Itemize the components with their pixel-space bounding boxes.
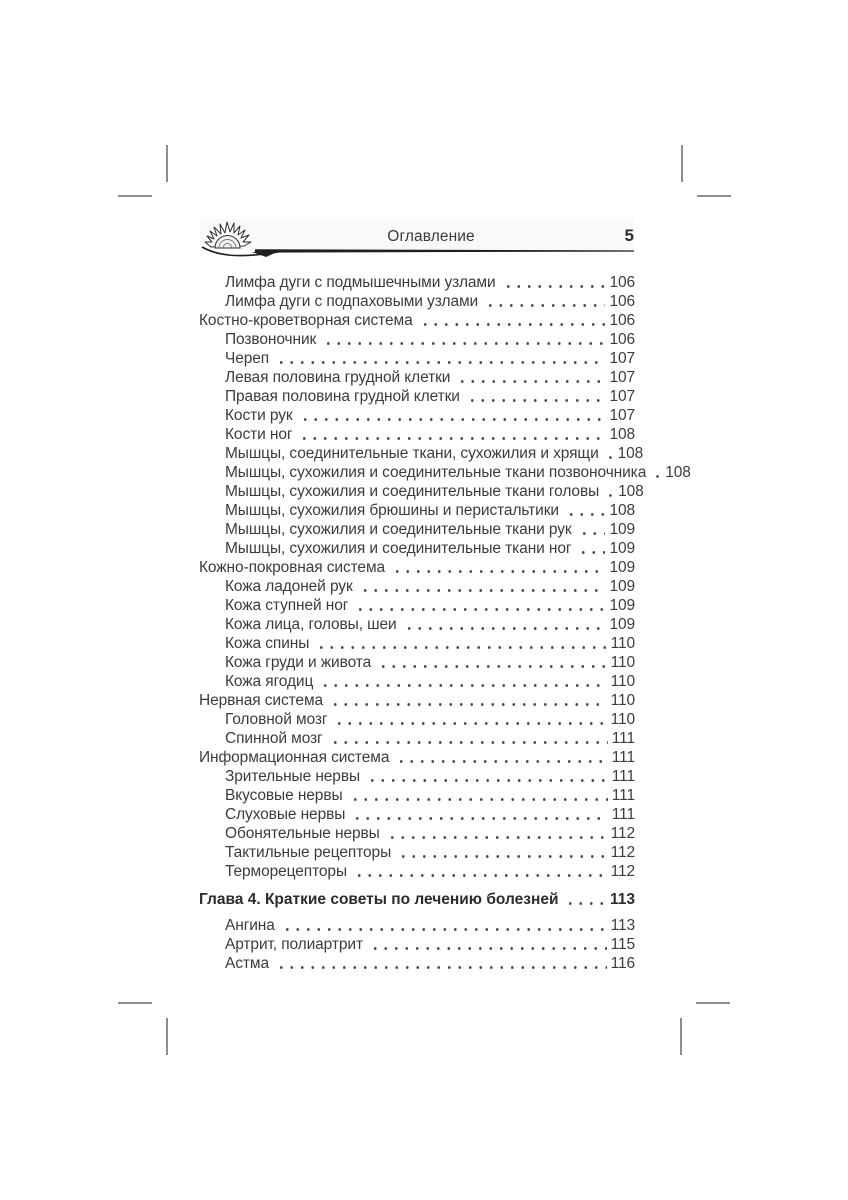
toc-entry-label: Кости рук <box>225 407 293 424</box>
toc-entry-page: 107 <box>609 407 635 424</box>
dot-leader <box>604 482 614 501</box>
crop-mark-top-right-horizontal <box>697 195 731 197</box>
toc-entry-page: 107 <box>609 388 635 405</box>
toc-entry <box>199 558 635 577</box>
toc-entry-label: Череп <box>225 350 270 367</box>
toc-entry-page: 111 <box>611 768 635 785</box>
dot-leader <box>352 862 607 881</box>
dot-leader <box>501 273 606 292</box>
toc-entry <box>199 425 635 444</box>
dot-leader <box>483 292 605 311</box>
toc-entry-label: Кости ног <box>225 426 293 443</box>
toc-entry <box>199 520 635 539</box>
toc-entry-label: Лимфа дуги с подпаховыми узлами <box>225 293 479 310</box>
crop-mark-top-right-vertical <box>681 145 683 182</box>
dot-leader <box>418 311 606 330</box>
toc-entry <box>199 634 635 653</box>
toc-entry-label: Информационная система <box>199 749 390 766</box>
toc-entry-page: 108 <box>609 426 635 443</box>
toc-entry <box>199 786 635 805</box>
toc-entry-label: Артрит, полиартрит <box>225 936 363 953</box>
toc-entry-page: 111 <box>611 749 635 766</box>
toc-entry <box>199 710 635 729</box>
dot-leader <box>297 425 605 444</box>
crop-mark-bottom-right-vertical <box>680 1018 682 1055</box>
dot-leader <box>376 653 606 672</box>
dot-leader <box>365 767 608 786</box>
toc-list <box>199 273 691 973</box>
crop-mark-top-left-vertical <box>166 145 168 182</box>
toc-entry <box>199 767 635 786</box>
toc-entry-page: 110 <box>610 635 635 652</box>
toc-entry-label: Кожа груди и живота <box>225 654 372 671</box>
toc-entry <box>199 862 635 881</box>
toc-entry-label: Головной мозг <box>225 711 328 728</box>
toc-entry-label: Астма <box>225 955 269 972</box>
dot-leader <box>348 786 608 805</box>
toc-entry-page: 108 <box>617 445 644 462</box>
toc-entry-page: 106 <box>609 312 635 329</box>
toc-entry <box>199 368 635 387</box>
dot-leader <box>563 890 606 909</box>
dot-leader <box>564 501 605 520</box>
crop-mark-bottom-left-horizontal <box>118 1002 152 1004</box>
toc-entry <box>199 672 635 691</box>
toc-entry-label: Кожа спины <box>225 635 310 652</box>
toc-entry-label: Лимфа дуги с подмышечными узлами <box>225 274 496 291</box>
toc-entry-label: Кожа ладоней рук <box>225 578 353 595</box>
toc-entry-page: 116 <box>610 955 635 972</box>
dot-leader <box>402 615 606 634</box>
toc-entry-label: Ангина <box>225 917 275 934</box>
toc-entry-page: 115 <box>610 936 635 953</box>
folio-page-number: 5 <box>624 226 634 245</box>
toc-entry <box>199 824 635 843</box>
dot-leader <box>576 539 605 558</box>
toc-entry-label: Мышцы, сухожилия и соединительные ткани позвоночника <box>225 464 647 481</box>
toc-entry-label: Терморецепторы <box>225 863 347 880</box>
running-head-title: Оглавление <box>387 228 475 245</box>
toc-entry <box>199 539 635 558</box>
toc-entry-label: Мышцы, сухожилия и соединительные ткани ног <box>225 540 572 557</box>
toc-entry <box>199 615 635 634</box>
toc-entry <box>199 596 635 615</box>
toc-entry-page: 110 <box>610 711 635 728</box>
toc-entry-page: 108 <box>665 464 691 481</box>
toc-entry-page: 112 <box>610 844 635 861</box>
toc-chapter-entry <box>199 890 635 909</box>
toc-entry-label: Мышцы, сухожилия и соединительные ткани головы <box>225 483 600 500</box>
toc-entry <box>199 935 635 954</box>
toc-entry-page: 107 <box>609 369 635 386</box>
toc-entry-page: 109 <box>609 616 635 633</box>
toc-entry-page: 113 <box>609 891 635 908</box>
toc-entry-page: 111 <box>611 730 635 747</box>
toc-entry-label: Позвоночник <box>225 331 317 348</box>
toc-entry <box>199 349 635 368</box>
toc-entry-label: Кожа ступней ног <box>225 597 349 614</box>
toc-entry-label: Слуховые нервы <box>225 806 346 823</box>
toc-entry-page: 109 <box>609 540 635 557</box>
toc-entry-page: 113 <box>610 917 635 934</box>
toc-entry-label: Кожно-покровная система <box>199 559 386 576</box>
toc-entry <box>199 729 635 748</box>
toc-entry-label: Тактильные рецепторы <box>225 844 392 861</box>
dot-leader <box>332 710 606 729</box>
toc-entry <box>199 843 635 862</box>
dot-leader <box>274 349 605 368</box>
crop-mark-bottom-left-vertical <box>166 1018 168 1055</box>
dot-leader <box>318 672 606 691</box>
toc-entry <box>199 273 635 292</box>
toc-entry-page: 109 <box>609 559 635 576</box>
dot-leader <box>651 463 661 482</box>
toc-entry-page: 110 <box>610 654 635 671</box>
toc-entry <box>199 691 635 710</box>
toc-entry-page: 110 <box>610 692 635 709</box>
toc-entry-label: Мышцы, сухожилия брюшины и перистальтики <box>225 502 559 519</box>
toc-entry-page: 107 <box>609 350 635 367</box>
toc-entry-page: 112 <box>610 825 635 842</box>
toc-entry-label: Костно-кроветворная система <box>199 312 413 329</box>
dot-leader <box>328 691 607 710</box>
toc-entry-page: 110 <box>610 673 635 690</box>
toc-entry-label: Обонятельные нервы <box>225 825 380 842</box>
toc-entry-page: 111 <box>611 806 635 823</box>
toc-entry <box>199 748 635 767</box>
toc-entry <box>199 501 635 520</box>
toc-entry-label: Мышцы, соединительные ткани, сухожилия и хрящи <box>225 445 599 462</box>
dot-leader <box>321 330 605 349</box>
toc-entry-page: 111 <box>611 787 635 804</box>
dot-leader <box>390 558 605 577</box>
dot-leader <box>368 935 607 954</box>
toc-entry <box>199 916 635 935</box>
dot-leader <box>465 387 606 406</box>
dot-leader <box>577 520 606 539</box>
dot-leader <box>274 954 607 973</box>
dot-leader <box>396 843 606 862</box>
dot-leader <box>314 634 606 653</box>
toc-entry-page: 106 <box>609 293 635 310</box>
toc-entry-page: 106 <box>609 274 635 291</box>
toc-entry-page: 108 <box>609 502 635 519</box>
toc-entry-page: 109 <box>609 597 635 614</box>
toc-entry-label: Кожа лица, головы, шеи <box>225 616 397 633</box>
dot-leader <box>455 368 605 387</box>
toc-entry-label: Зрительные нервы <box>225 768 360 785</box>
crop-mark-top-left-horizontal <box>118 195 152 197</box>
toc-entry-label: Правая половина грудной клетки <box>225 388 460 405</box>
toc-entry <box>199 311 635 330</box>
toc-entry <box>199 954 635 973</box>
dot-leader <box>385 824 607 843</box>
toc-entry <box>199 387 635 406</box>
toc-entry <box>199 653 635 672</box>
toc-entry-page: 112 <box>610 863 635 880</box>
toc-entry-label: Спинной мозг <box>225 730 323 747</box>
dot-leader <box>298 406 606 425</box>
dot-leader <box>350 805 607 824</box>
toc-entry-label: Кожа ягодиц <box>225 673 314 690</box>
toc-entry <box>199 406 635 425</box>
toc-entry <box>199 463 691 482</box>
toc-entry <box>199 330 635 349</box>
toc-entry-page: 109 <box>609 578 635 595</box>
toc-entry-label: Мышцы, сухожилия и соединительные ткани рук <box>225 521 572 538</box>
dot-leader <box>358 577 606 596</box>
toc-entry-page: 108 <box>618 483 644 500</box>
toc-entry <box>199 577 635 596</box>
crop-mark-bottom-right-horizontal <box>696 1002 730 1004</box>
toc-entry-label: Глава 4. Краткие советы по лечению болезней <box>199 891 559 908</box>
toc-entry-page: 109 <box>609 521 635 538</box>
toc-entry-label: Левая половина грудной клетки <box>225 369 451 386</box>
toc-entry-page: 106 <box>609 331 635 348</box>
toc-entry <box>199 292 635 311</box>
dot-leader <box>604 444 614 463</box>
dot-leader <box>353 596 605 615</box>
dot-leader <box>328 729 608 748</box>
toc-entry-label: Нервная система <box>199 692 324 709</box>
toc-entry-label: Вкусовые нервы <box>225 787 343 804</box>
toc-entry <box>199 444 644 463</box>
toc-entry <box>199 482 644 501</box>
dot-leader <box>280 916 607 935</box>
dot-leader <box>394 748 607 767</box>
toc-entry <box>199 805 635 824</box>
